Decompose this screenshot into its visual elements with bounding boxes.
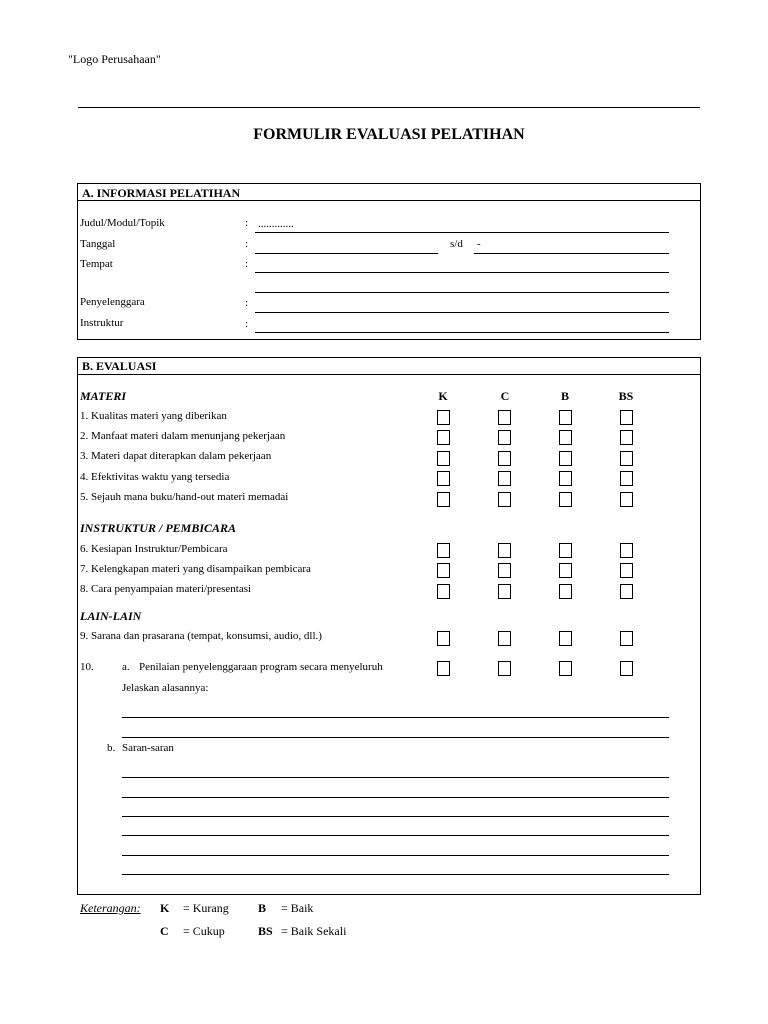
item-10b-text: Saran-saran (122, 742, 174, 754)
rating-checkbox-b[interactable] (559, 584, 572, 599)
logo-placeholder: "Logo Perusahaan" (68, 52, 161, 66)
answer-line[interactable] (122, 777, 669, 778)
answer-line[interactable] (122, 717, 669, 718)
rating-checkbox-k[interactable] (437, 584, 450, 599)
rating-checkbox-c[interactable] (498, 631, 511, 646)
field-label-penyelenggara: Penyelenggara (80, 296, 145, 308)
rating-checkbox-b[interactable] (559, 430, 572, 445)
legend-desc-c: = Cukup (183, 924, 225, 938)
rating-checkbox-k[interactable] (437, 661, 450, 676)
answer-line[interactable] (122, 797, 669, 798)
rating-checkbox-b[interactable] (559, 661, 572, 676)
field-line-judul (255, 232, 669, 233)
group-title-lain-lain: LAIN-LAIN (80, 609, 142, 623)
colon: : (245, 318, 249, 330)
colon: : (245, 238, 249, 250)
field-label-tempat: Tempat (80, 258, 113, 270)
rating-checkbox-bs[interactable] (620, 471, 633, 486)
rating-checkbox-b[interactable] (559, 631, 572, 646)
eval-item-label: 2. Manfaat materi dalam menunjang pekerjaan (80, 430, 286, 442)
legend-code-b: B (258, 901, 267, 915)
column-header-bs: BS (618, 389, 634, 403)
rating-checkbox-bs[interactable] (620, 430, 633, 445)
group-title-instruktur: INSTRUKTUR / PEMBICARA (80, 521, 237, 535)
legend-desc-k: = Kurang (183, 901, 229, 915)
field-label-tanggal: Tanggal (80, 238, 116, 250)
legend-label: Keterangan: (80, 901, 141, 915)
colon: : (245, 258, 249, 270)
rating-checkbox-k[interactable] (437, 471, 450, 486)
rating-checkbox-k[interactable] (437, 410, 450, 425)
rating-checkbox-bs[interactable] (620, 451, 633, 466)
rating-checkbox-c[interactable] (498, 492, 511, 507)
column-header-c: C (500, 389, 510, 403)
eval-item-label: 5. Sejauh mana buku/hand-out materi memadai (80, 491, 289, 503)
sd-label: s/d (450, 238, 463, 250)
rating-checkbox-bs[interactable] (620, 661, 633, 676)
rating-checkbox-b[interactable] (559, 543, 572, 558)
field-value-tanggal-end[interactable]: - (477, 238, 481, 250)
rating-checkbox-bs[interactable] (620, 584, 633, 599)
answer-line[interactable] (122, 855, 669, 856)
rating-checkbox-c[interactable] (498, 451, 511, 466)
field-line-penyelenggara[interactable] (255, 312, 669, 313)
item-10a-letter: a. (122, 661, 130, 673)
colon: : (245, 297, 249, 309)
rating-checkbox-b[interactable] (559, 451, 572, 466)
section-b-header-divider (77, 374, 701, 375)
rating-checkbox-k[interactable] (437, 563, 450, 578)
item-10a-explain-label: Jelaskan alasannya: (122, 682, 209, 694)
field-label-judul: Judul/Modul/Topik (80, 217, 165, 229)
section-a-heading: A. INFORMASI PELATIHAN (82, 186, 241, 200)
rating-checkbox-k[interactable] (437, 492, 450, 507)
rating-checkbox-c[interactable] (498, 410, 511, 425)
legend-code-bs: BS (258, 924, 273, 938)
column-header-k: K (438, 389, 448, 403)
item-10a-text: Penilaian penyelenggaraan program secara menyeluruh (139, 661, 383, 673)
rating-checkbox-bs[interactable] (620, 410, 633, 425)
rating-checkbox-bs[interactable] (620, 543, 633, 558)
rating-checkbox-b[interactable] (559, 563, 572, 578)
section-b-heading: B. EVALUASI (82, 359, 157, 373)
answer-line[interactable] (122, 835, 669, 836)
field-label-instruktur: Instruktur (80, 317, 124, 329)
eval-item-label: 8. Cara penyampaian materi/presentasi (80, 583, 252, 595)
legend-code-c: C (160, 924, 169, 938)
rating-checkbox-c[interactable] (498, 661, 511, 676)
eval-item-label: 6. Kesiapan Instruktur/Pembicara (80, 543, 228, 555)
eval-item-label: 3. Materi dapat diterapkan dalam pekerjaan (80, 450, 272, 462)
eval-item-label: 9. Sarana dan prasarana (tempat, konsumsi, audio, dll.) (80, 630, 322, 642)
rating-checkbox-b[interactable] (559, 492, 572, 507)
field-line-instruktur[interactable] (255, 332, 669, 333)
section-a-box (77, 183, 701, 340)
rating-checkbox-c[interactable] (498, 430, 511, 445)
field-line-tanggal-end (474, 253, 669, 254)
answer-line[interactable] (122, 737, 669, 738)
legend-desc-b: = Baik (281, 901, 314, 915)
page-title: FORMULIR EVALUASI PELATIHAN (253, 126, 525, 143)
rating-checkbox-bs[interactable] (620, 492, 633, 507)
field-value-judul[interactable]: ............. (258, 218, 294, 230)
column-header-b: B (560, 389, 569, 403)
rating-checkbox-c[interactable] (498, 563, 511, 578)
header-divider (78, 107, 700, 108)
field-line-tanggal-start[interactable] (255, 253, 438, 254)
rating-checkbox-k[interactable] (437, 631, 450, 646)
rating-checkbox-c[interactable] (498, 584, 511, 599)
rating-checkbox-b[interactable] (559, 471, 572, 486)
legend-desc-bs: = Baik Sekali (281, 924, 347, 938)
colon: : (245, 217, 249, 229)
rating-checkbox-bs[interactable] (620, 563, 633, 578)
rating-checkbox-k[interactable] (437, 430, 450, 445)
answer-line[interactable] (122, 874, 669, 875)
rating-checkbox-k[interactable] (437, 543, 450, 558)
legend-code-k: K (160, 901, 170, 915)
field-line-tempat-1[interactable] (255, 272, 669, 273)
group-title-materi: MATERI (80, 389, 127, 403)
answer-line[interactable] (122, 816, 669, 817)
rating-checkbox-bs[interactable] (620, 631, 633, 646)
rating-checkbox-c[interactable] (498, 543, 511, 558)
rating-checkbox-k[interactable] (437, 451, 450, 466)
rating-checkbox-c[interactable] (498, 471, 511, 486)
field-line-tempat-2[interactable] (255, 292, 669, 293)
item-10-number: 10. (80, 661, 94, 673)
item-10b-letter: b. (107, 742, 116, 754)
eval-item-label: 1. Kualitas materi yang diberikan (80, 410, 227, 422)
rating-checkbox-b[interactable] (559, 410, 572, 425)
eval-item-label: 7. Kelengkapan materi yang disampaikan pembicara (80, 563, 311, 575)
eval-item-label: 4. Efektivitas waktu yang tersedia (80, 471, 230, 483)
